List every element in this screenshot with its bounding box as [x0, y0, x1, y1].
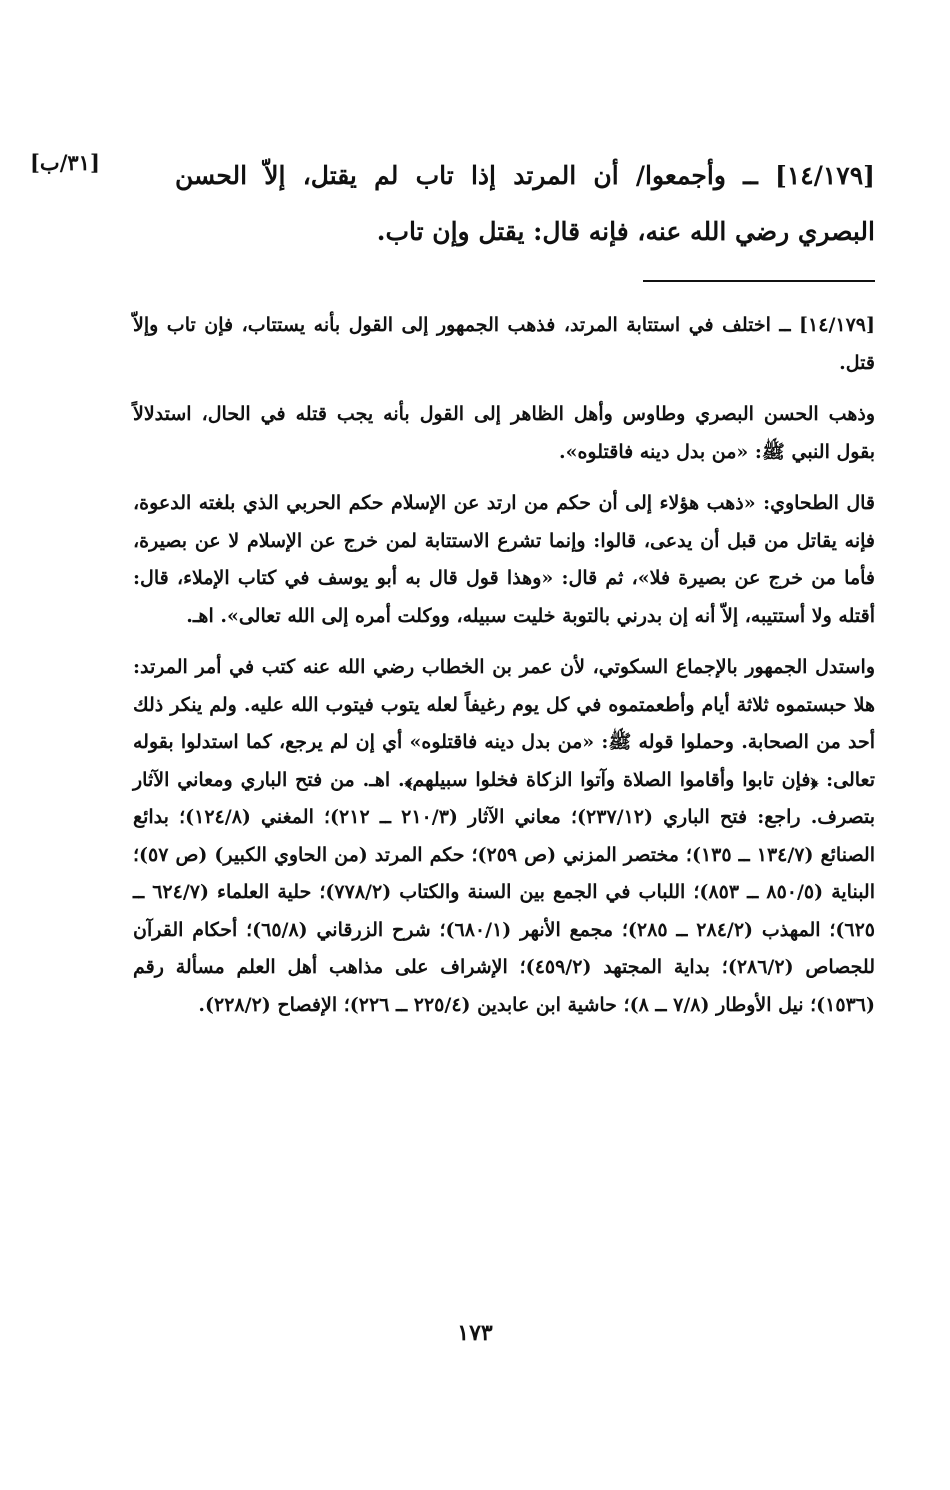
main-text-paragraph: [١٤/١٧٩] ــ وأجمعوا/ أن المرتد إذا تاب لم يقتل، إلاّ الحسن البصري رضي الله عنه، فإنه قال: يقتل وإن تاب.	[175, 161, 875, 246]
footnote-paragraph-2: وذهب الحسن البصري وطاوس وأهل الظاهر إلى القول بأنه يجب قتله في الحال، استدلالاً بقول النبي ﷺ: «من بدل دينه فاقتلوه».	[133, 403, 875, 463]
manuscript-folio-ref: [٣١/ب]	[30, 150, 100, 175]
page-number: ١٧٣	[457, 1320, 493, 1346]
footnote-paragraph-4: واستدل الجمهور بالإجماع السكوتي، لأن عمر بن الخطاب رضي الله عنه كتب في أمر المرتد: هلا حبستموه ثلاثة أيام وأطعمتموه في كل يوم رغيفاً لعله يتوب فيتوب الله عليه. ولم ينكر ذلك أحد من الصحابة. وحملوا قوله ﷺ: «من بدل دينه فاقتلوه» أي إن لم يرجع، كما استدلوا بقوله تعالى: ﴿فإن تابوا وأقاموا الصلاة وآتوا الزكاة فخلوا سبيلهم﴾. اهـ. من فتح الباري ومعاني الآثار بتصرف. راجع: فتح الباري (٢٣٧/١٢)؛ معاني الآثار (٢١٠/٣ ــ ٢١٢)؛ المغني (١٢٤/٨)؛ بدائع الصنائع (١٣٤/٧ ــ ١٣٥)؛ مختصر المزني (ص ٢٥٩)؛ حكم المرتد (من الحاوي الكبير) (ص ٥٧)؛ البناية (٨٥٠/٥ ــ ٨٥٣)؛ اللباب في الجمع بين السنة والكتاب (٧٧٨/٢)؛ حلية العلماء (٦٢٤/٧ ــ ٦٢٥)؛ المهذب (٢٨٤/٢ ــ ٢٨٥)؛ مجمع الأنهر (٦٨٠/١)؛ شرح الزرقاني (٦٥/٨)؛ أحكام القرآن للجصاص (٢٨٦/٢)؛ بداية المجتهد (٤٥٩/٢)؛ الإشراف على مذاهب أهل العلم مسألة رقم (١٥٣٦)؛ نيل الأوطار (٧/٨ ــ ٨)؛ حاشية ابن عابدين (٢٢٥/٤ ــ ٢٢٦)؛ الإفصاح (٢٢٨/٢).	[133, 656, 875, 1016]
footnote-separator	[643, 280, 875, 282]
footnotes-section	[133, 307, 875, 1024]
footnote-paragraph-1: [١٤/١٧٩] ــ اختلف في استتابة المرتد، فذهب الجمهور إلى القول بأنه يستتاب، فإن تاب وإلاّ قتل.	[133, 314, 875, 374]
footnote-paragraph-3: قال الطحاوي: «ذهب هؤلاء إلى أن حكم من ارتد عن الإسلام حكم الحربي الذي بلغته الدعوة، فإنه يقاتل من قبل أن يدعى، قالوا: وإنما تشرع الاستتابة لمن خرج عن الإسلام لا عن بصيرة، فأما من خرج عن بصيرة فلا»، ثم قال: «وهذا قول قال به أبو يوسف في كتاب الإملاء، قال: أقتله ولا أستتيبه، إلاّ أنه إن بدرني بالتوبة خليت سبيله، ووكلت أمره إلى الله تعالى». اهـ.	[133, 492, 875, 627]
